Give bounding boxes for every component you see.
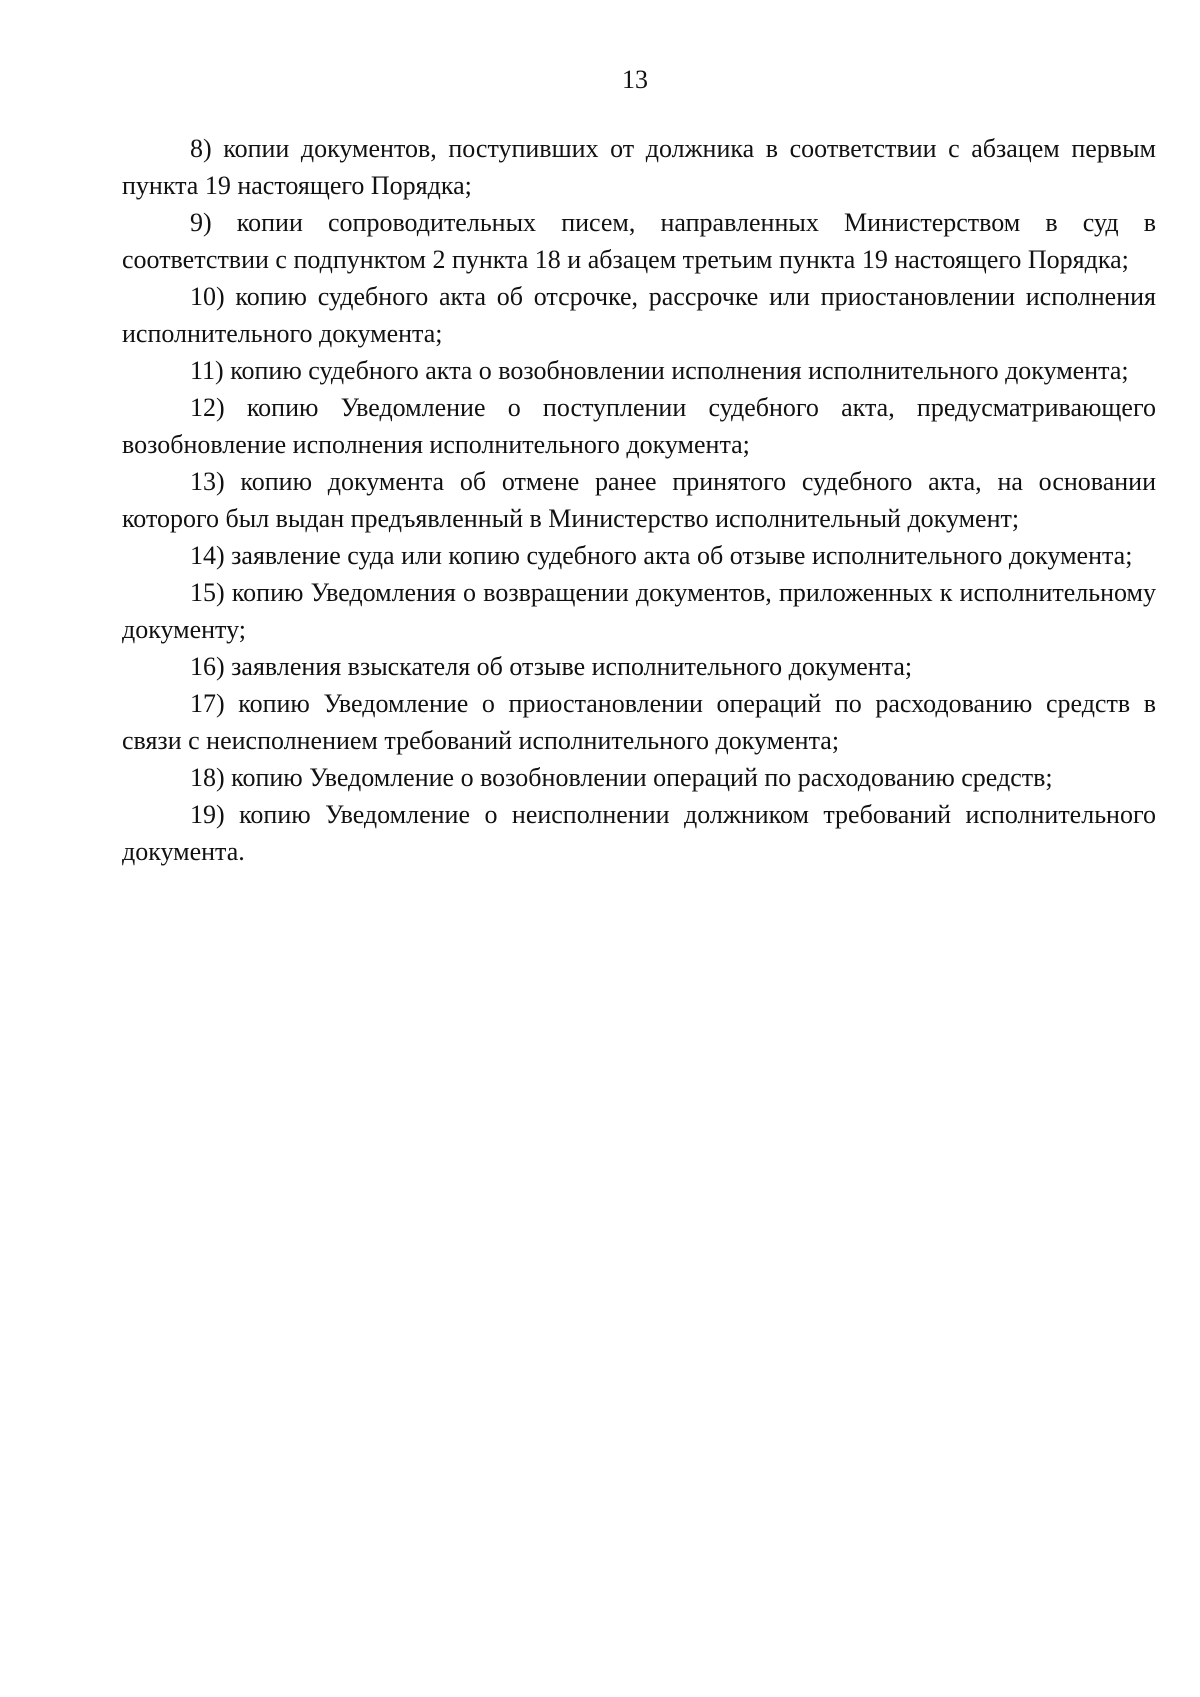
- list-item-11: 11) копию судебного акта о возобновлении исполнения исполнительного документа;: [190, 356, 1129, 385]
- list-item-14: 14) заявление суда или копию судебного акта об отзыве исполнительного документа;: [190, 541, 1133, 570]
- list-item-15: 15) копию Уведомления о возвращении документов, приложенных к исполнительному документу;: [122, 578, 1156, 644]
- page-number: 13: [622, 65, 648, 94]
- list-item-16: 16) заявления взыскателя об отзыве исполнительного документа;: [190, 652, 913, 681]
- list-item-10: 10) копию судебного акта об отсрочке, рассрочке или приостановлении исполнения исполнительного документа;: [122, 282, 1156, 348]
- list-item-13: 13) копию документа об отмене ранее принятого судебного акта, на основании которого был выдан предъявленный в Министерство исполнительный документ;: [122, 467, 1156, 533]
- list-item-12: 12) копию Уведомление о поступлении судебного акта, предусматривающего возобновление исполнения исполнительного документа;: [122, 393, 1156, 459]
- list-item-8: 8) копии документов, поступивших от должника в соответствии с абзацем первым пункта 19 настоящего Порядка;: [122, 134, 1156, 200]
- document-body: [122, 130, 1156, 870]
- list-item-18: 18) копию Уведомление о возобновлении операций по расходованию средств;: [190, 763, 1053, 792]
- list-item-19: 19) копию Уведомление о неисполнении должником требований исполнительного документа.: [122, 800, 1156, 866]
- list-item-17: 17) копию Уведомление о приостановлении операций по расходованию средств в связи с неисполнением требований исполнительного документа;: [122, 689, 1156, 755]
- list-item-9: 9) копии сопроводительных писем, направленных Министерством в суд в соответствии с подпунктом 2 пункта 18 и абзацем третьим пункта 19 настоящего Порядка;: [122, 208, 1156, 274]
